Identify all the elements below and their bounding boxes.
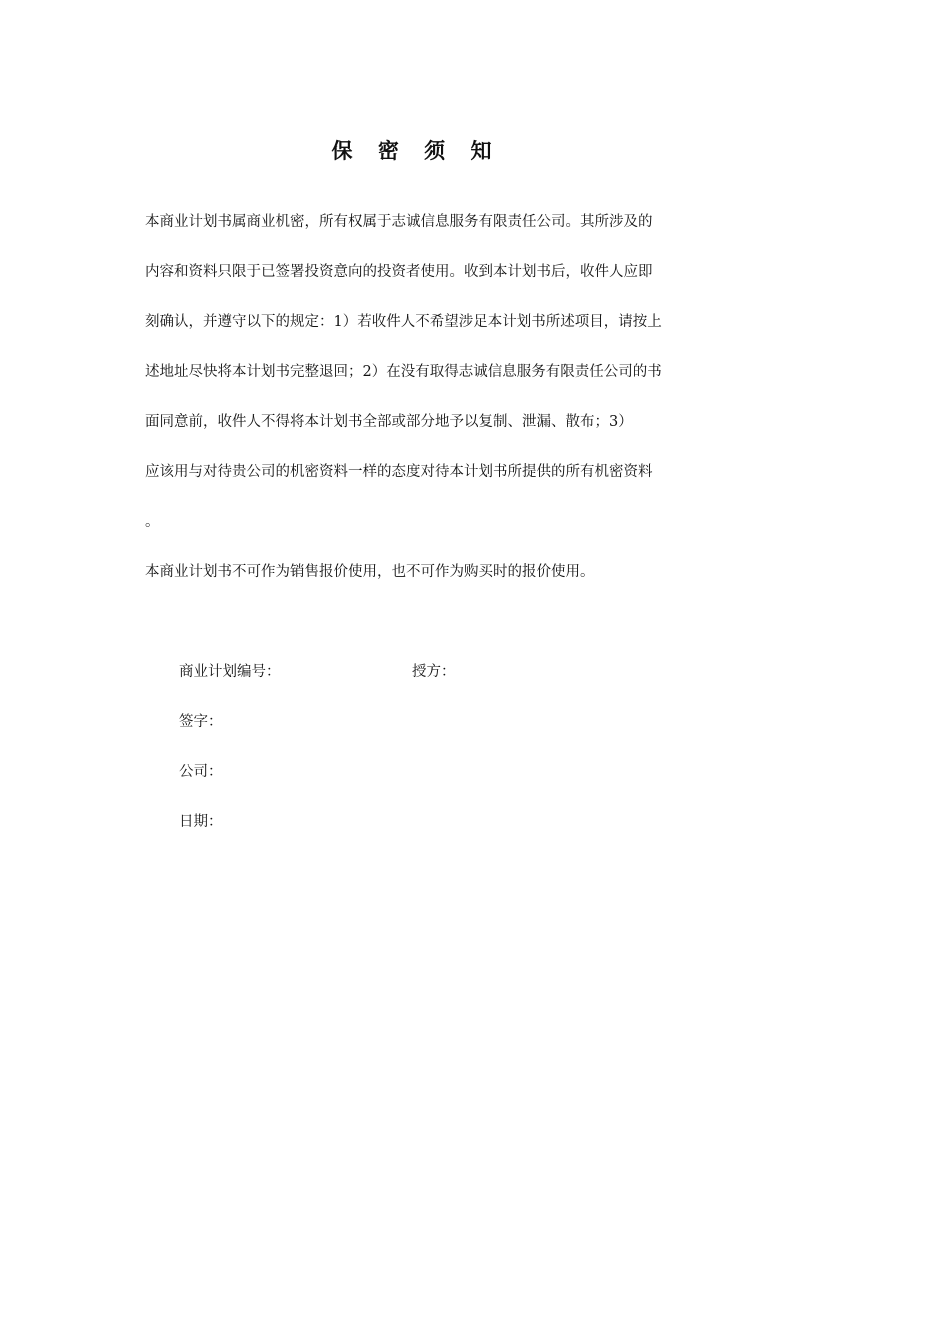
paragraph-line: 刻确认，并遵守以下的规定：1）若收件人不希望涉足本计划书所述项目，请按上 xyxy=(145,314,662,330)
paragraph-line: 本商业计划书不可作为销售报价使用，也不可作为购买时的报价使用。 xyxy=(145,564,595,580)
signature-block xyxy=(179,647,679,847)
plan-number-label: 商业计划编号： xyxy=(179,664,281,680)
signature-label: 签字： xyxy=(179,714,223,730)
plan-number-row xyxy=(179,647,679,697)
document-title: 保 密 须 知 xyxy=(331,138,501,163)
date-row xyxy=(179,797,679,847)
paragraph-line: 应该用与对待贵公司的机密资料一样的态度对待本计划书所提供的所有机密资料 xyxy=(145,464,653,480)
paragraph-line: 内容和资料只限于已签署投资意向的投资者使用。收到本计划书后，收件人应即 xyxy=(145,264,653,280)
company-row xyxy=(179,747,679,797)
date-label: 日期： xyxy=(179,814,223,830)
grantee-label: 授方： xyxy=(412,664,456,680)
pricing-disclaimer-paragraph xyxy=(145,547,745,597)
paragraph-line: 。 xyxy=(145,514,160,530)
confidentiality-paragraph xyxy=(145,197,745,547)
confidentiality-body xyxy=(145,197,745,597)
paragraph-line: 本商业计划书属商业机密，所有权属于志诚信息服务有限责任公司。其所涉及的 xyxy=(145,214,653,230)
paragraph-line: 面同意前，收件人不得将本计划书全部或部分地予以复制、泄漏、散布；3） xyxy=(145,414,633,430)
company-label: 公司： xyxy=(179,764,223,780)
signature-row xyxy=(179,697,679,747)
paragraph-line: 述地址尽快将本计划书完整退回；2）在没有取得志诚信息服务有限责任公司的书 xyxy=(145,364,662,380)
